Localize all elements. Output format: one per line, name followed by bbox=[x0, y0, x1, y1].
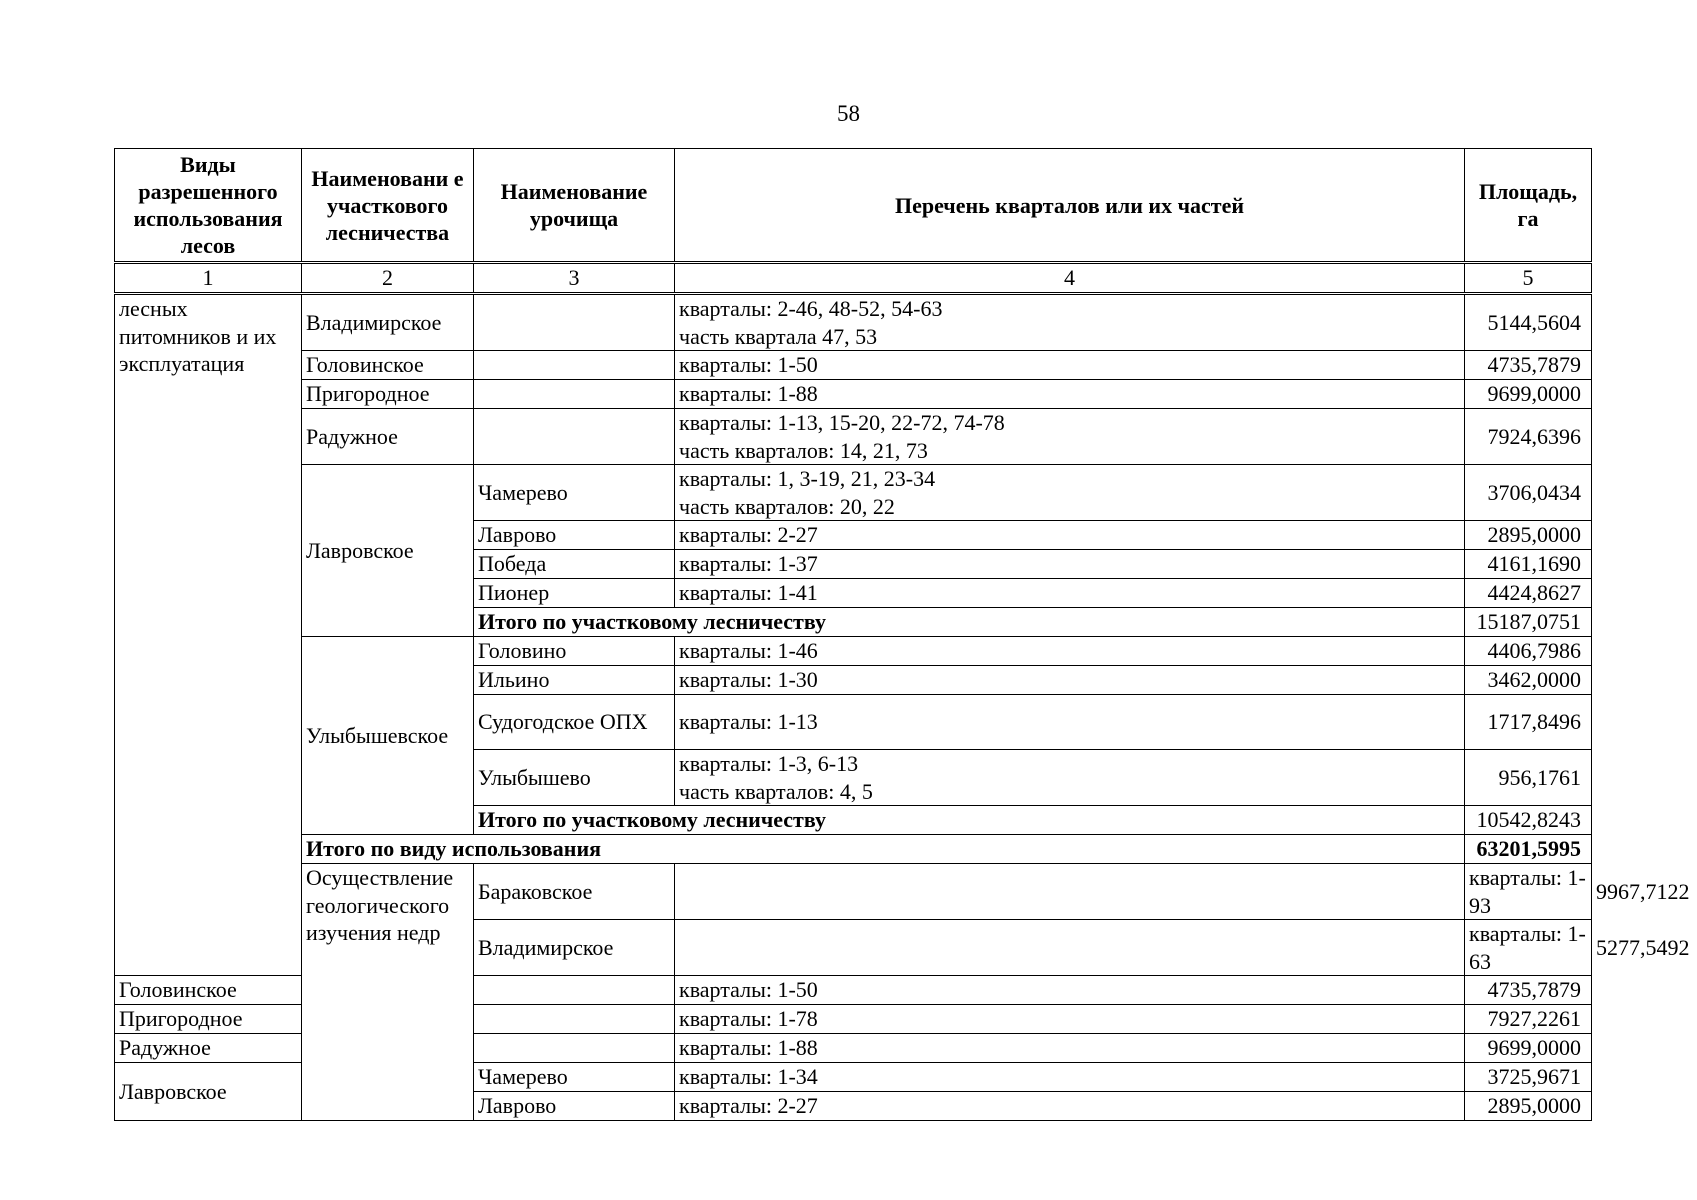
tract-cell: Лаврово bbox=[474, 521, 675, 550]
subtotal-area: 15187,0751 bbox=[1465, 608, 1592, 637]
quarters-cell: кварталы: 1-46 bbox=[675, 637, 1465, 666]
tract-cell bbox=[474, 1005, 675, 1034]
header-area: Площадь, га bbox=[1465, 149, 1592, 263]
table-row bbox=[115, 294, 1592, 351]
forestry-cell: Улыбышевское bbox=[302, 637, 474, 835]
forestry-cell: Головинское bbox=[302, 351, 474, 380]
tract-cell bbox=[675, 920, 1465, 976]
table-row bbox=[115, 465, 1592, 521]
subtotal-label: Итого по участковому лесничеству bbox=[474, 608, 1465, 637]
column-number: 2 bbox=[302, 263, 474, 294]
forestry-cell: Владимирское bbox=[302, 294, 474, 351]
forestry-cell: Пригородное bbox=[302, 380, 474, 409]
forestry-cell: Радужное bbox=[115, 1034, 302, 1063]
quarters-line: часть кварталов: 14, 21, 73 bbox=[679, 437, 928, 463]
quarters-line: часть квартала 47, 53 bbox=[679, 323, 878, 349]
area-cell: 4424,8627 bbox=[1465, 579, 1592, 608]
quarters-line: кварталы: 2-46, 48-52, 54-63 bbox=[679, 296, 943, 321]
quarters-cell: кварталы: 2-27 bbox=[675, 1092, 1465, 1121]
area-cell: 4735,7879 bbox=[1465, 976, 1592, 1005]
area-cell: 4161,1690 bbox=[1465, 550, 1592, 579]
quarters-line: кварталы: 1, 3-19, 21, 23-34 bbox=[679, 466, 936, 491]
use-type-cell: лесных питомников и их эксплуатация bbox=[115, 294, 302, 976]
quarters-line: кварталы: 1-3, 6-13 bbox=[679, 751, 859, 776]
column-number: 4 bbox=[675, 263, 1465, 294]
column-number: 3 bbox=[474, 263, 675, 294]
forestry-cell: Бараковское bbox=[474, 864, 675, 920]
forestry-cell: Пригородное bbox=[115, 1005, 302, 1034]
use-type-cell: Осуществление геологического изучения недр bbox=[302, 864, 474, 1121]
tract-cell bbox=[675, 864, 1465, 920]
tract-cell bbox=[474, 1034, 675, 1063]
area-cell: 1717,8496 bbox=[1465, 695, 1592, 750]
forestry-cell: Владимирское bbox=[474, 920, 675, 976]
header-row bbox=[115, 149, 1592, 263]
quarters-cell: кварталы: 1-78 bbox=[675, 1005, 1465, 1034]
forestry-cell: Головинское bbox=[115, 976, 302, 1005]
quarters-cell bbox=[675, 750, 1465, 806]
table-row: Осуществление геологического изучения недр Бараковское кварталы: 1-93 9967,7122 bbox=[115, 864, 1592, 920]
quarters-cell bbox=[675, 465, 1465, 521]
forestry-cell: Лавровское bbox=[302, 465, 474, 637]
area-cell: 5144,5604 bbox=[1465, 294, 1592, 351]
area-cell: 9699,0000 bbox=[1465, 1034, 1592, 1063]
quarters-cell: кварталы: 1-34 bbox=[675, 1063, 1465, 1092]
quarters-cell bbox=[675, 409, 1465, 465]
quarters-cell: кварталы: 1-50 bbox=[675, 976, 1465, 1005]
area-cell: 4406,7986 bbox=[1465, 637, 1592, 666]
page-number: 58 bbox=[837, 101, 860, 126]
tract-cell bbox=[474, 976, 675, 1005]
forestry-cell: Радужное bbox=[302, 409, 474, 465]
total-label: Итого по виду использования bbox=[302, 835, 1465, 864]
table-row bbox=[115, 380, 1592, 409]
tract-cell: Победа bbox=[474, 550, 675, 579]
area-cell: 956,1761 bbox=[1465, 750, 1592, 806]
forestry-cell: Лавровское bbox=[115, 1063, 302, 1121]
tract-cell: Чамерево bbox=[474, 465, 675, 521]
forest-use-table bbox=[114, 148, 1690, 1121]
quarters-cell: кварталы: 1-30 bbox=[675, 666, 1465, 695]
quarters-cell: кварталы: 1-37 bbox=[675, 550, 1465, 579]
tract-cell bbox=[474, 351, 675, 380]
total-row bbox=[115, 835, 1592, 864]
table-row bbox=[115, 637, 1592, 666]
tract-cell: Судогодское ОПХ bbox=[474, 695, 675, 750]
tract-cell: Лаврово bbox=[474, 1092, 675, 1121]
column-number-row bbox=[115, 263, 1592, 294]
tract-cell bbox=[474, 294, 675, 351]
quarters-cell: кварталы: 1-88 bbox=[675, 1034, 1465, 1063]
subtotal-label: Итого по участковому лесничеству bbox=[474, 806, 1465, 835]
quarters-cell: кварталы: 1-63 bbox=[1465, 920, 1592, 976]
quarters-cell: кварталы: 2-27 bbox=[675, 521, 1465, 550]
area-cell: 9699,0000 bbox=[1465, 380, 1592, 409]
quarters-line: часть кварталов: 4, 5 bbox=[679, 778, 873, 804]
header-forestry: Наименовани е участкового лесничества bbox=[302, 149, 474, 263]
tract-cell bbox=[474, 409, 675, 465]
column-number: 5 bbox=[1465, 263, 1592, 294]
area-cell: 3725,9671 bbox=[1465, 1063, 1592, 1092]
header-quarters: Перечень кварталов или их частей bbox=[675, 149, 1465, 263]
quarters-cell: кварталы: 1-41 bbox=[675, 579, 1465, 608]
quarters-cell: кварталы: 1-13 bbox=[675, 695, 1465, 750]
total-area: 63201,5995 bbox=[1465, 835, 1592, 864]
tract-cell: Головино bbox=[474, 637, 675, 666]
area-cell: 3706,0434 bbox=[1465, 465, 1592, 521]
table-row bbox=[115, 409, 1592, 465]
area-cell: 2895,0000 bbox=[1465, 1092, 1592, 1121]
tract-cell: Ильино bbox=[474, 666, 675, 695]
area-cell: 4735,7879 bbox=[1465, 351, 1592, 380]
quarters-cell bbox=[675, 294, 1465, 351]
quarters-cell: кварталы: 1-50 bbox=[675, 351, 1465, 380]
subtotal-area: 10542,8243 bbox=[1465, 806, 1592, 835]
quarters-line: кварталы: 1-13, 15-20, 22-72, 74-78 bbox=[679, 410, 1005, 435]
header-use-type: Виды разрешенного использования лесов bbox=[115, 149, 302, 263]
quarters-line: часть кварталов: 20, 22 bbox=[679, 493, 895, 519]
table-row bbox=[115, 351, 1592, 380]
header-tract: Наименование урочища bbox=[474, 149, 675, 263]
area-cell: 7924,6396 bbox=[1465, 409, 1592, 465]
area-cell: 3462,0000 bbox=[1465, 666, 1592, 695]
tract-cell: Пионер bbox=[474, 579, 675, 608]
tract-cell: Чамерево bbox=[474, 1063, 675, 1092]
tract-cell: Улыбышево bbox=[474, 750, 675, 806]
table-row: Владимирское кварталы: 1-63 5277,5492 bbox=[115, 920, 1592, 976]
tract-cell bbox=[474, 380, 675, 409]
area-cell: 7927,2261 bbox=[1465, 1005, 1592, 1034]
column-number: 1 bbox=[115, 263, 302, 294]
quarters-cell: кварталы: 1-88 bbox=[675, 380, 1465, 409]
area-cell: 2895,0000 bbox=[1465, 521, 1592, 550]
quarters-cell: кварталы: 1-93 bbox=[1465, 864, 1592, 920]
